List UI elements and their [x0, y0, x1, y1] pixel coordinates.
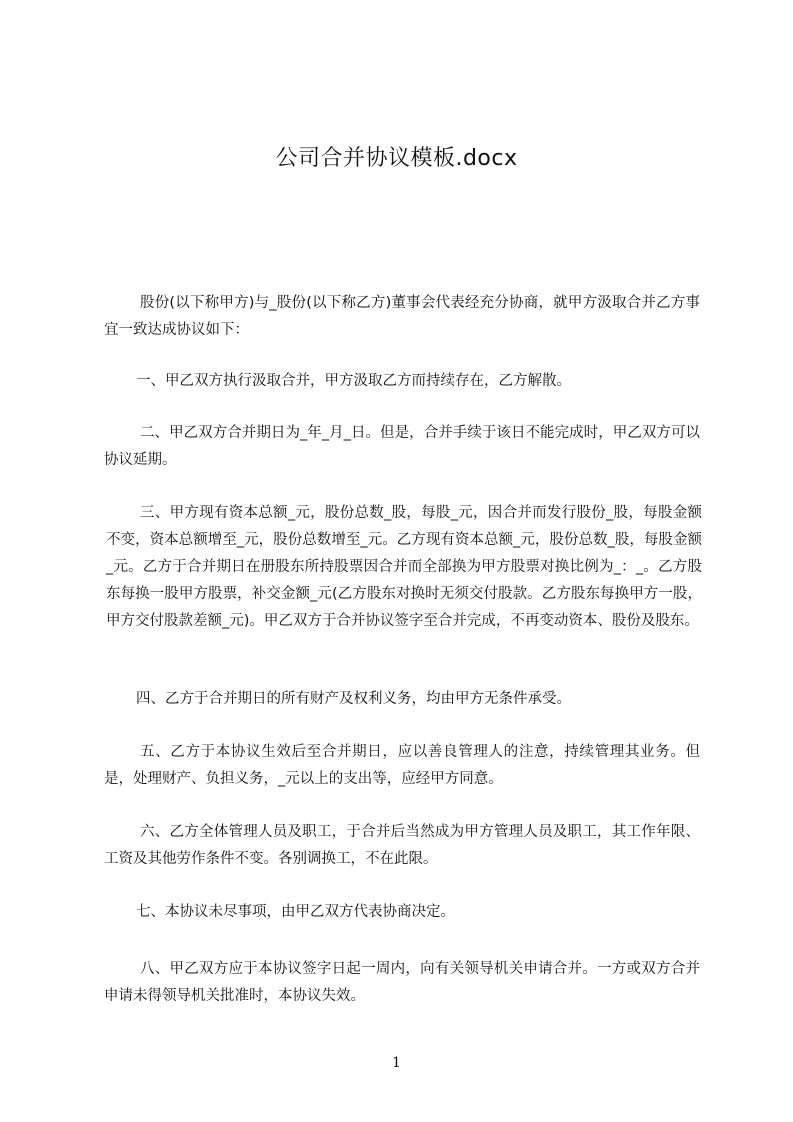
clause-6: 六、乙方全体管理人员及职工，于合并后当然成为甲方管理人员及职工，其工作年限、工资及其他劳作条件不变。各别调换工，不在此限。 — [104, 824, 700, 867]
clause-1: 一、甲乙双方执行汲取合并，甲方汲取乙方而持续存在，乙方解散。 — [136, 373, 571, 389]
clause-7: 七、本协议未尽事项，由甲乙双方代表协商决定。 — [136, 904, 455, 920]
clause-2: 二、甲乙双方合并期日为_年_月_日。但是，合并手续于该日不能完成时，甲乙双方可以协议延期。 — [104, 425, 700, 468]
clause-5: 五、乙方于本协议生效后至合并期日，应以善良管理人的注意，持续管理其业务。但是，处理财产、负担义务，_元以上的支出等，应经甲方同意。 — [104, 744, 700, 787]
clause-3: 三、甲方现有资本总额_元，股份总数_股，每股_元，因合并而发行股份_股，每股金额不变，资本总额增至_元，股份总数增至_元。乙方现有资本总额_元，股份总数_股，每股金额_元。乙方于合并期日在册股东所持股票因合并而全部换为甲方股票对换比例为_：_。乙方股东每换一股甲方股票，补交金额_元(乙方股东对换时无须交付股款。乙方股东每换甲方一股，甲方交付股款差额_元)。甲乙双方于合并协议签字至合并完成，不再变动资本、股份及股东。 — [106, 505, 702, 629]
document-title: 公司合并协议模板.docx — [275, 146, 518, 171]
clause-4: 四、乙方于合并期日的所有财产及权利义务，均由甲方无条件承受。 — [136, 691, 571, 707]
page-number: 1 — [392, 1055, 401, 1071]
clause-8: 八、甲乙双方应于本协议签字日起一周内，向有关领导机关申请合并。一方或双方合并申请未得领导机关批准时，本协议失效。 — [104, 961, 700, 1004]
intro-paragraph: 股份(以下称甲方)与_股份(以下称乙方)董事会代表经充分协商，就甲方汲取合并乙方事宜一致达成协议如下： — [104, 295, 700, 338]
